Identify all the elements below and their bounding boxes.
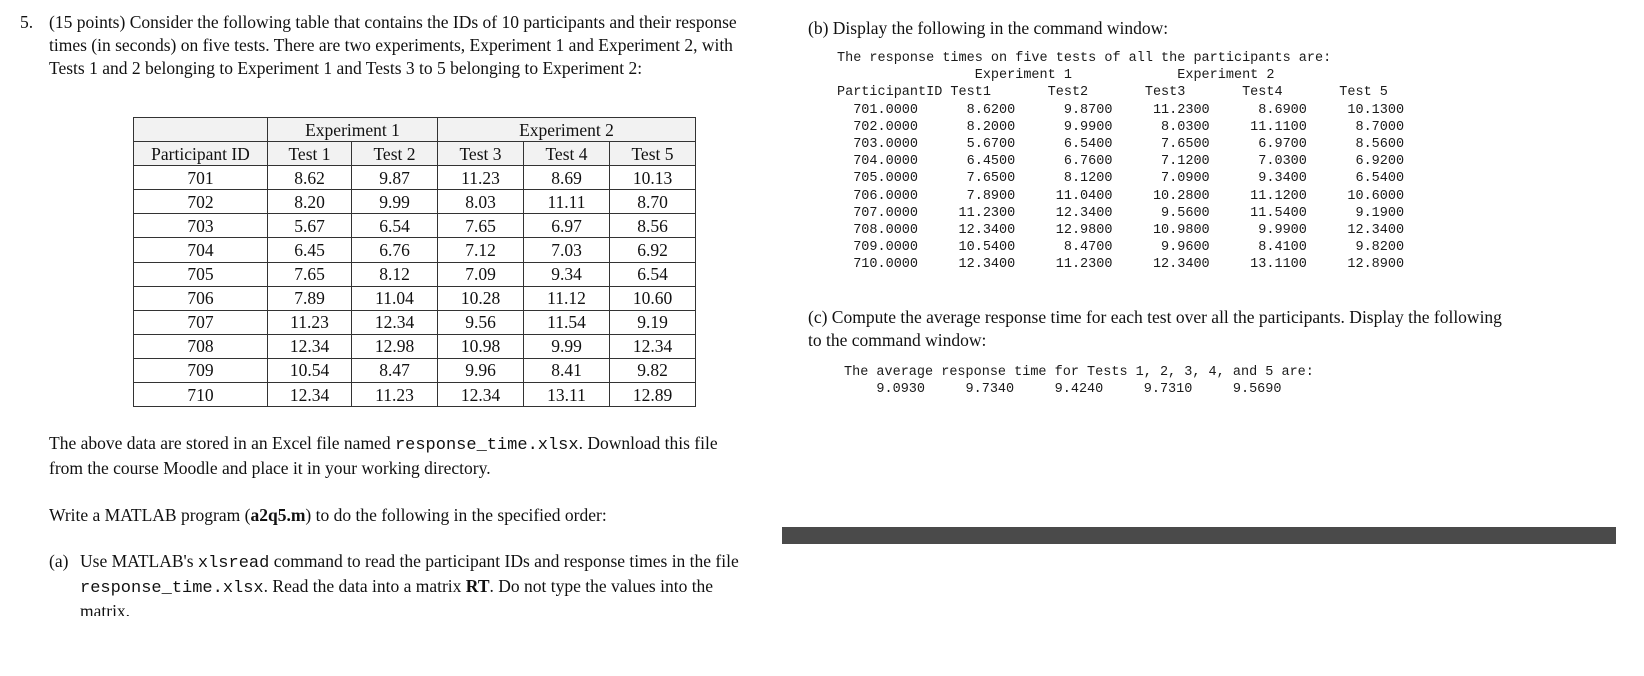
experiment-2-header: Experiment 2 bbox=[438, 118, 696, 142]
response-time-cell: 12.89 bbox=[610, 383, 696, 407]
part-a-text-2: command to read the participant IDs and response times in the file bbox=[269, 551, 739, 571]
response-time-cell: 5.67 bbox=[268, 214, 352, 238]
response-time-cell: 8.41 bbox=[524, 358, 610, 382]
response-time-cell: 6.54 bbox=[352, 214, 438, 238]
response-time-cell: 11.23 bbox=[352, 383, 438, 407]
response-time-cell: 9.56 bbox=[438, 310, 524, 334]
experiment-1-header: Experiment 1 bbox=[268, 118, 438, 142]
column-header: Test 2 bbox=[352, 142, 438, 166]
response-time-cell: 11.23 bbox=[438, 166, 524, 190]
response-time-cell: 8.12 bbox=[352, 262, 438, 286]
response-time-cell: 10.60 bbox=[610, 286, 696, 310]
participant-id-cell: 708 bbox=[134, 334, 268, 358]
table-row bbox=[134, 310, 696, 334]
console-line: 703.0000 5.6700 6.5400 7.6500 6.9700 8.5600 bbox=[837, 137, 1405, 153]
table-row bbox=[134, 286, 696, 310]
response-time-cell: 11.11 bbox=[524, 190, 610, 214]
table-row bbox=[134, 238, 696, 262]
response-time-cell: 6.45 bbox=[268, 238, 352, 262]
participant-id-cell: 702 bbox=[134, 190, 268, 214]
response-time-cell: 7.09 bbox=[438, 262, 524, 286]
console-line: 706.0000 7.8900 11.0400 10.2800 11.1200 10.6000 bbox=[837, 188, 1405, 204]
part-c-line-2: to the command window: bbox=[808, 330, 987, 350]
participant-id-cell: 710 bbox=[134, 383, 268, 407]
table-corner-cell bbox=[134, 118, 268, 142]
response-time-cell: 9.99 bbox=[524, 334, 610, 358]
console-line: Experiment 1 Experiment 2 bbox=[837, 68, 1275, 84]
part-b-console-output bbox=[837, 50, 1404, 274]
response-time-cell: 9.87 bbox=[352, 166, 438, 190]
column-header: Test 4 bbox=[524, 142, 610, 166]
response-time-cell: 9.96 bbox=[438, 358, 524, 382]
table-row bbox=[134, 358, 696, 382]
participant-id-cell: 706 bbox=[134, 286, 268, 310]
table-row bbox=[134, 214, 696, 238]
console-line: 702.0000 8.2000 9.9900 8.0300 11.1100 8.7000 bbox=[837, 119, 1405, 135]
response-time-cell: 7.65 bbox=[438, 214, 524, 238]
response-time-cell: 12.34 bbox=[268, 383, 352, 407]
response-time-cell: 12.34 bbox=[610, 334, 696, 358]
response-time-cell: 12.98 bbox=[352, 334, 438, 358]
console-line: The response times on five tests of all the participants are: bbox=[837, 51, 1332, 66]
response-time-cell: 8.03 bbox=[438, 190, 524, 214]
response-time-cell: 8.62 bbox=[268, 166, 352, 190]
write-text-1: Write a MATLAB program ( bbox=[49, 505, 251, 525]
response-time-cell: 7.12 bbox=[438, 238, 524, 262]
response-time-cell: 7.89 bbox=[268, 286, 352, 310]
separator-bar bbox=[782, 527, 1616, 544]
response-time-cell: 12.34 bbox=[268, 334, 352, 358]
part-c-label bbox=[808, 306, 1608, 352]
console-line: 710.0000 12.3400 11.2300 12.3400 13.1100 12.8900 bbox=[837, 257, 1405, 273]
intro-line-3: Tests 1 and 2 belonging to Experiment 1 and Tests 3 to 5 belonging to Experiment 2: bbox=[49, 58, 643, 78]
response-time-cell: 6.76 bbox=[352, 238, 438, 262]
stored-filename: response_time.xlsx bbox=[394, 436, 579, 455]
column-header-row bbox=[134, 142, 696, 166]
part-a-text-4: . Do not type the values into the bbox=[489, 576, 714, 596]
response-time-cell: 8.69 bbox=[524, 166, 610, 190]
write-program-instruction bbox=[49, 504, 607, 527]
column-header: Test 5 bbox=[610, 142, 696, 166]
console-line: 705.0000 7.6500 8.1200 7.0900 9.3400 6.5400 bbox=[837, 171, 1405, 187]
table-body bbox=[134, 166, 696, 407]
column-header: Test 3 bbox=[438, 142, 524, 166]
console-line: 709.0000 10.5400 8.4700 9.9600 8.4100 9.8200 bbox=[837, 240, 1405, 256]
response-time-cell: 6.92 bbox=[610, 238, 696, 262]
part-a-text-3: . Read the data into a matrix bbox=[263, 576, 466, 596]
response-time-cell: 11.54 bbox=[524, 310, 610, 334]
xlsread-command: xlsread bbox=[197, 554, 270, 573]
response-time-cell: 8.47 bbox=[352, 358, 438, 382]
response-time-cell: 12.34 bbox=[438, 383, 524, 407]
response-time-cell: 10.28 bbox=[438, 286, 524, 310]
console-line: 9.0930 9.7340 9.4240 9.7310 9.5690 bbox=[844, 382, 1282, 398]
console-line: 704.0000 6.4500 6.7600 7.1200 7.0300 6.9200 bbox=[837, 154, 1405, 170]
stored-text-1: The above data are stored in an Excel file named bbox=[49, 433, 395, 453]
table-row bbox=[134, 334, 696, 358]
participant-id-cell: 701 bbox=[134, 166, 268, 190]
response-time-cell: 6.97 bbox=[524, 214, 610, 238]
participant-id-cell: 707 bbox=[134, 310, 268, 334]
response-time-cell: 12.34 bbox=[352, 310, 438, 334]
participant-id-cell: 705 bbox=[134, 262, 268, 286]
response-time-cell: 10.98 bbox=[438, 334, 524, 358]
intro-line-1: (15 points) Consider the following table that contains the IDs of 10 participants and their response bbox=[49, 12, 737, 32]
question-number: 5. bbox=[20, 12, 34, 32]
question-intro bbox=[49, 11, 784, 80]
part-c-line-1: (c) Compute the average response time for each test over all the participants. Display the following bbox=[808, 307, 1502, 327]
part-a-label: (a) bbox=[49, 551, 69, 571]
table-row bbox=[134, 166, 696, 190]
part-a-text bbox=[80, 550, 780, 616]
response-time-cell: 10.54 bbox=[268, 358, 352, 382]
participant-id-cell: 704 bbox=[134, 238, 268, 262]
console-line: 701.0000 8.6200 9.8700 11.2300 8.6900 10.1300 bbox=[837, 102, 1405, 118]
part-a-text-1: Use MATLAB's bbox=[80, 551, 198, 571]
stored-text-3: from the course Moodle and place it in your working directory. bbox=[49, 458, 491, 478]
console-line: 708.0000 12.3400 12.9800 10.9800 9.9900 12.3400 bbox=[837, 223, 1405, 239]
response-time-cell: 13.11 bbox=[524, 383, 610, 407]
response-time-cell: 11.12 bbox=[524, 286, 610, 310]
table-row bbox=[134, 383, 696, 407]
response-time-cell: 11.23 bbox=[268, 310, 352, 334]
console-line: 707.0000 11.2300 12.3400 9.5600 11.5400 9.1900 bbox=[837, 205, 1405, 221]
table-row bbox=[134, 262, 696, 286]
intro-line-2: times (in seconds) on five tests. There are two experiments, Experiment 1 and Experiment 2, with bbox=[49, 35, 733, 55]
response-time-cell: 9.82 bbox=[610, 358, 696, 382]
part-b-label: (b) Display the following in the command window: bbox=[808, 18, 1169, 38]
response-time-table bbox=[133, 117, 696, 407]
response-time-cell: 7.03 bbox=[524, 238, 610, 262]
response-time-cell: 9.19 bbox=[610, 310, 696, 334]
response-time-cell: 8.20 bbox=[268, 190, 352, 214]
table-row bbox=[134, 190, 696, 214]
console-line: ParticipantID Test1 Test2 Test3 Test4 Test 5 bbox=[837, 85, 1388, 101]
response-time-cell: 10.13 bbox=[610, 166, 696, 190]
data-storage-note bbox=[49, 432, 784, 480]
response-time-cell: 7.65 bbox=[268, 262, 352, 286]
matrix-name: RT bbox=[465, 576, 490, 596]
response-time-cell: 8.56 bbox=[610, 214, 696, 238]
response-time-cell: 6.54 bbox=[610, 262, 696, 286]
part-a-filename: response_time.xlsx bbox=[80, 579, 264, 598]
response-time-cell: 8.70 bbox=[610, 190, 696, 214]
stored-text-2: . Download this file bbox=[578, 433, 718, 453]
part-c-console-output bbox=[844, 364, 1314, 398]
response-time-cell: 9.99 bbox=[352, 190, 438, 214]
participant-id-cell: 709 bbox=[134, 358, 268, 382]
write-text-2: ) to do the following in the specified order: bbox=[305, 505, 607, 525]
participant-id-cell: 703 bbox=[134, 214, 268, 238]
program-name: a2q5.m bbox=[250, 505, 306, 525]
part-a-text-5: matrix. bbox=[80, 601, 131, 616]
response-time-cell: 11.04 bbox=[352, 286, 438, 310]
console-line: The average response time for Tests 1, 2, 3, 4, and 5 are: bbox=[844, 365, 1314, 380]
response-time-cell: 9.34 bbox=[524, 262, 610, 286]
column-header: Test 1 bbox=[268, 142, 352, 166]
column-header: Participant ID bbox=[134, 142, 268, 166]
